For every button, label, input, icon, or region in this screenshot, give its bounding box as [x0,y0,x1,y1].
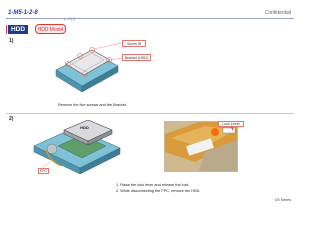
screw-callout: Screw 5f [122,40,146,47]
step-1-caption: Remove the five screws and the Bracket. [58,103,128,107]
fpc-callout: FPC [39,169,48,173]
lock-lever-callout: Lock Lever [218,121,244,127]
step-2-number: 2) [9,116,14,122]
step-2-instruction-2: 2. While disconnecting the FPC, remove the HDD. [116,189,201,193]
confidential-label: Confidential [264,10,291,16]
model-badge: HDD Model [35,24,66,34]
hdd-label-box [71,123,98,133]
section-divider [6,113,294,114]
step-2-instruction-1: 1. Raise the lock lever and release the lock. [116,183,190,187]
step-1-number: 1) [9,38,14,44]
step-1-illustration [52,40,122,98]
series-footer: UX Series [274,198,291,202]
bracket-callout: Bracket (HDD) [122,54,151,61]
hdd-label: HDD [80,125,89,130]
step-2-photo [164,121,238,172]
document-id: 1-M5-1-2-8 [8,10,38,16]
header-rule [6,18,294,19]
section-marker [6,25,7,34]
section-badge: HDD [8,25,28,34]
page-sub-label: p. 2/[4] [64,17,75,21]
